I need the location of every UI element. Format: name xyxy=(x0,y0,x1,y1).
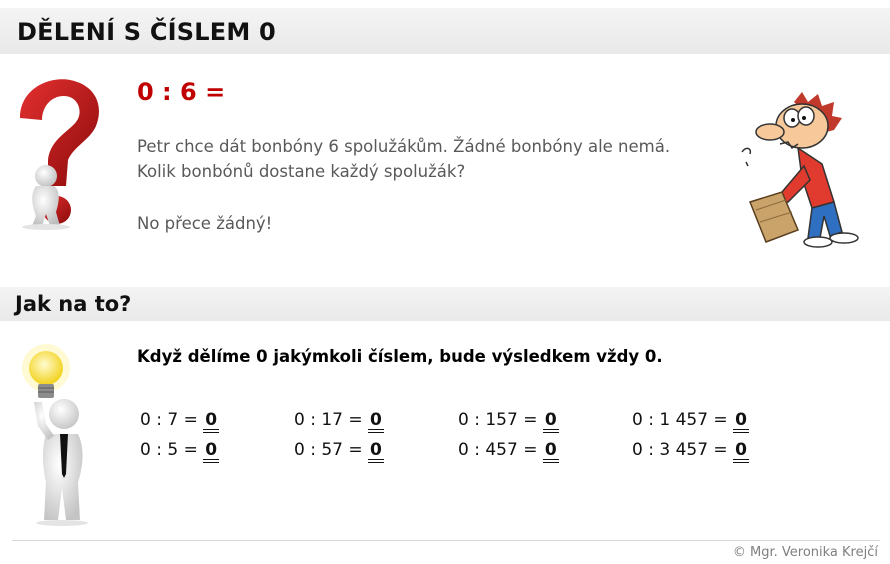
footer-credit: © Mgr. Veronika Krejčí xyxy=(732,545,878,560)
example-answer: 0 xyxy=(203,411,219,433)
example-item xyxy=(458,410,559,433)
page-title: DĚLENÍ S ČÍSLEM 0 xyxy=(17,18,276,46)
footer-divider xyxy=(12,540,880,541)
section-title: Jak na to? xyxy=(15,292,132,316)
example-item xyxy=(458,440,559,463)
confused-boy-icon xyxy=(738,92,862,252)
example-answer: 0 xyxy=(733,441,749,463)
problem-equation: 0 : 6 = xyxy=(137,78,226,106)
example-answer: 0 xyxy=(368,411,384,433)
example-item xyxy=(632,440,749,463)
rule-text: Když dělíme 0 jakýmkoli číslem, bude výsledkem vždy 0. xyxy=(137,347,663,366)
example-answer: 0 xyxy=(543,411,559,433)
example-expression: 0 : 57 = xyxy=(294,440,363,460)
lightbulb-figure-icon xyxy=(16,342,96,528)
example-item xyxy=(140,410,219,433)
example-item xyxy=(294,440,384,463)
example-answer: 0 xyxy=(733,411,749,433)
example-item xyxy=(632,410,749,433)
example-expression: 0 : 1 457 = xyxy=(632,410,728,430)
example-expression: 0 : 17 = xyxy=(294,410,363,430)
problem-text-line-1: Petr chce dát bonbóny 6 spolužákům. Žádné bonbóny ale nemá. xyxy=(137,137,671,156)
problem-text-line-2: Kolik bonbónů dostane každý spolužák? xyxy=(137,162,466,181)
example-expression: 0 : 3 457 = xyxy=(632,440,728,460)
example-expression: 0 : 457 = xyxy=(458,440,538,460)
example-answer: 0 xyxy=(543,441,559,463)
section-band xyxy=(0,287,890,321)
question-mark-figure-icon xyxy=(10,76,106,230)
problem-answer-text: No přece žádný! xyxy=(137,214,273,233)
example-item xyxy=(140,440,219,463)
example-answer: 0 xyxy=(368,441,384,463)
example-expression: 0 : 157 = xyxy=(458,410,538,430)
example-expression: 0 : 7 = xyxy=(140,410,198,430)
example-answer: 0 xyxy=(203,441,219,463)
example-item xyxy=(294,410,384,433)
example-expression: 0 : 5 = xyxy=(140,440,198,460)
